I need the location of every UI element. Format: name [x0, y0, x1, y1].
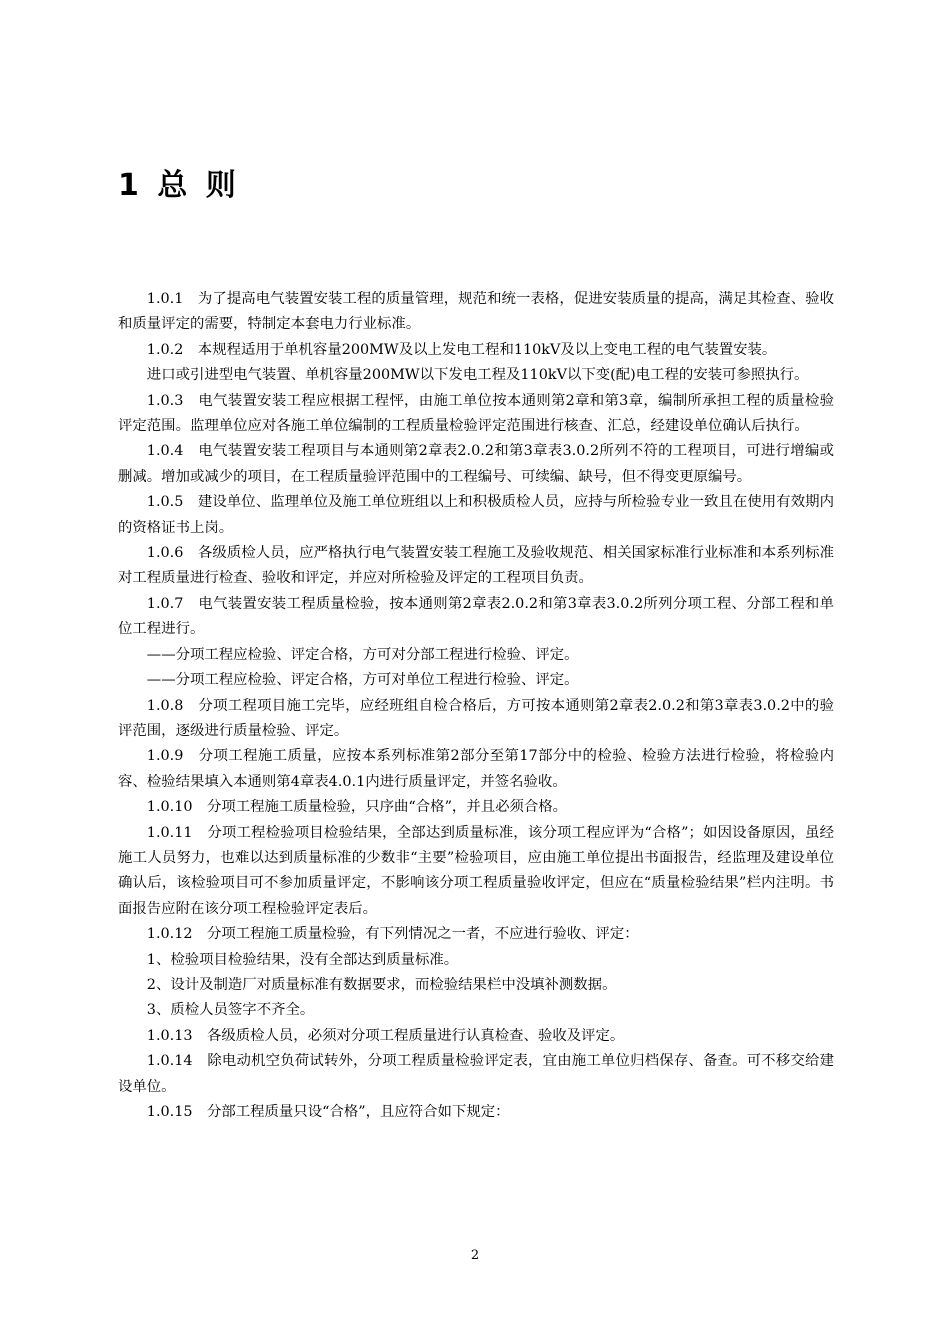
clause-1-0-8: 1.0.8 分项工程项目施工完毕，应经班组自检合格后，方可按本通则第2章表2.0.2和第3章表3.0.2中的验评范围，逐级进行质量检验、评定。 — [118, 697, 834, 739]
clause-1-0-6: 1.0.6 各级质检人员，应严格执行电气装置安装工程施工及验收规范、相关国家标准行业标准和本系列标准对工程质量进行检查、验收和评定，并应对所检验及评定的工程项目负责。 — [118, 545, 834, 587]
clause-1-0-11: 1.0.11 分项工程检验项目检验结果，全部达到质量标准，该分项工程应评为“合格”；如因设备原因，虽经施工人员努力，也难以达到质量标准的少数非“主要”检验项目，应由施工单位提出书面报告，经监理及建设单位确认后，该检验项目可不参加质量评定，不影响该分项工程质量验收评定，但应在“质量检验结果”栏内注明。书面报告应附在该分项工程检验评定表后。 — [118, 824, 834, 917]
clause-1-0-2-note: 进口或引进型电气装置、单机容量200MW以下发电工程及110kV以下变(配)电工程的安装可参照执行。 — [146, 367, 809, 384]
clause-1-0-13: 1.0.13 各级质检人员，必须对分项工程质量进行认真检查、验收及评定。 — [146, 1027, 625, 1044]
clause-1-0-9: 1.0.9 分项工程施工质量，应按本系列标准第2部分至第17部分中的检验、检验方法进行检验，将检验内容、检验结果填入本通则第4章表4.0.1内进行质量评定，并签名验收。 — [118, 748, 834, 790]
clause-1-0-7-item-2: ——分项工程应检验、评定合格，方可对单位工程进行检验、评定。 — [146, 672, 579, 689]
clause-1-0-3: 1.0.3 电气装置安装工程应根据工程怦，由施工单位按本通则第2章和第3章，编制所承担工程的质量检验评定范围。监理单位应对各施工单位编制的工程质量检验评定范围进行核查、汇总，经建设单位确认后执行。 — [118, 392, 834, 435]
clause-1-0-1: 1.0.1 为了提高电气装置安装工程的质量管理，规范和统一表格，促进安装质量的提高，满足其检查、验收和质量评定的需要，特制定本套电力行业标准。 — [118, 291, 834, 333]
clause-1-0-14: 1.0.14 除电动机空负荷试转外，分项工程质量检验评定表，宜由施工单位归档保存、备查。可不移交给建设单位。 — [118, 1053, 834, 1095]
clause-1-0-12-item-3: 3、质检人员签字不齐全。 — [146, 1002, 315, 1019]
chapter-body — [118, 287, 834, 1125]
clause-1-0-7: 1.0.7 电气装置安装工程质量检验，按本通则第2章表2.0.2和第3章表3.0.2所列分项工程、分部工程和单位工程进行。 — [118, 595, 834, 638]
clause-1-0-5: 1.0.5 建设单位、监理单位及施工单位班组以上和积极质检人员，应持与所检验专业一致且在使用有效期内的资格证书上岗。 — [118, 494, 834, 536]
clause-1-0-10: 1.0.10 分项工程施工质量检验，只序曲“合格”，并且必须合格。 — [146, 799, 568, 816]
page-number: 2 — [470, 1248, 480, 1263]
clause-1-0-4: 1.0.4 电气装置安装工程项目与本通则第2章表2.0.2和第3章表3.0.2所列不符的工程项目，可进行增编或删减。增加或减少的项目，在工程质量验评范围中的工程编号、可续编、缺号，但不得变更原编号。 — [118, 443, 834, 485]
clause-1-0-12-item-2: 2、设计及制造厂对质量标准有数据要求，而检验结果栏中没填补测数据。 — [146, 976, 617, 993]
chapter-title: 1 总 则 — [118, 168, 240, 203]
clause-1-0-2: 1.0.2 本规程适用于单机容量200MW及以上发电工程和110kV及以上变电工程的电气装置安装。 — [146, 341, 777, 358]
clause-1-0-15: 1.0.15 分部工程质量只设“合格”，且应符合如下规定： — [146, 1104, 510, 1120]
clause-1-0-7-item-1: ——分项工程应检验、评定合格，方可对分部工程进行检验、评定。 — [146, 646, 579, 663]
clause-1-0-12: 1.0.12 分项工程施工质量检验，有下列情况之一者，不应进行验收、评定： — [146, 926, 639, 943]
clause-1-0-12-item-1: 1、检验项目检验结果，没有全部达到质量标准。 — [146, 951, 459, 968]
